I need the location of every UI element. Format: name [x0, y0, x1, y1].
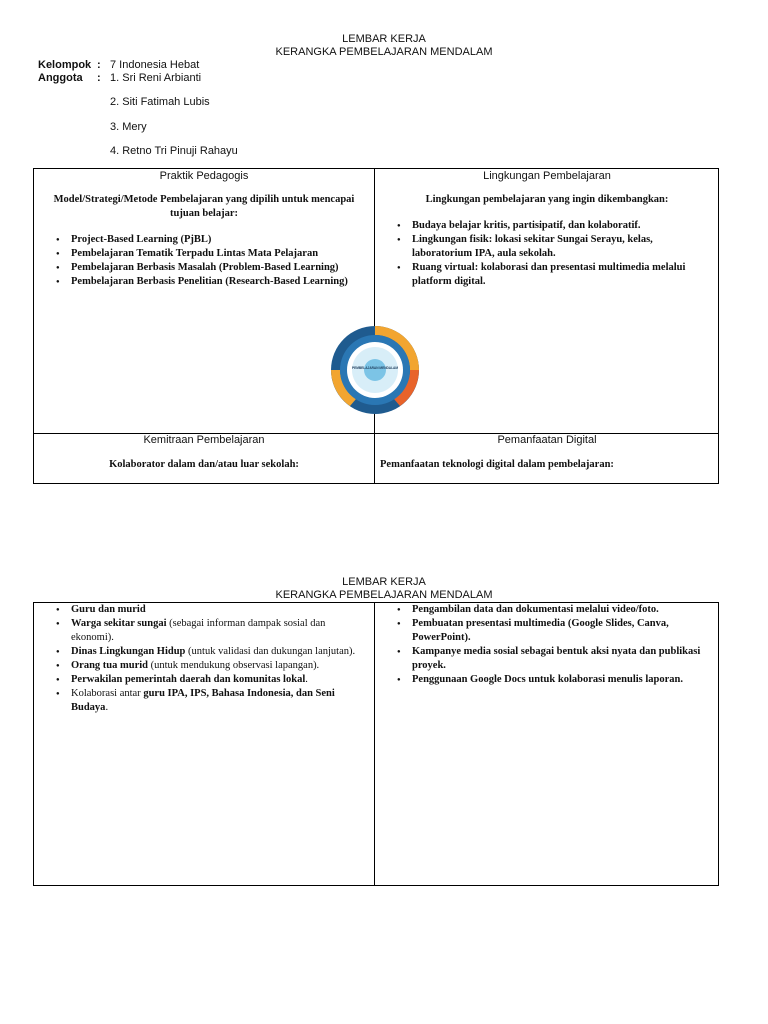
lingkungan-header: Lingkungan Pembelajaran: [483, 170, 611, 182]
list-item: ● Perwakilan pemerintah daerah dan komunitas lokal.: [34, 673, 368, 687]
list-item: ● Orang tua murid (untuk mendukung observasi lapangan).: [34, 659, 368, 673]
cell-kemitraan-pembelajaran: [34, 434, 374, 484]
digital-header: Pemanfaatan Digital: [497, 434, 597, 446]
list-item: ● Budaya belajar kritis, partisipatif, dan kolaboratif.: [375, 219, 703, 233]
praktik-list: [34, 233, 370, 289]
continuation-table: [33, 602, 719, 886]
lingkungan-list: [375, 219, 703, 289]
lingkungan-intro: Lingkungan pembelajaran yang ingin dikembangkan:: [425, 194, 669, 205]
cell-kemitraan-continued: [34, 603, 374, 885]
list-item: ● Kampanye media sosial sebagai bentuk aksi nyata dan publikasi proyek.: [375, 645, 715, 673]
list-item: ● Pembelajaran Tematik Terpadu Lintas Mata Pelajaran: [34, 247, 370, 261]
page2-title-line2: KERANGKA PEMBELAJARAN MENDALAM: [275, 589, 493, 601]
digital-list: [375, 603, 715, 687]
member-1: 1. Sri Reni Arbianti: [110, 72, 202, 84]
cell-lingkungan-pembelajaran: [375, 169, 719, 433]
list-item: ● Project-Based Learning (PjBL): [34, 233, 370, 247]
praktik-header: Praktik Pedagogis: [159, 170, 249, 182]
logo-center-text: PEMBELAJARAN MENDALAM: [351, 366, 399, 370]
list-item: ● Warga sekitar sungai (sebagai informan dampak sosial dan ekonomi).: [34, 617, 368, 645]
kemitraan-intro: Kolaborator dalam dan/atau luar sekolah:: [109, 459, 299, 470]
list-item: ● Kolaborasi antar guru IPA, IPS, Bahasa Indonesia, dan Seni Budaya.: [34, 687, 368, 715]
cell-praktik-pedagogis: [34, 169, 399, 433]
kelompok-value: 7 Indonesia Hebat: [110, 59, 200, 71]
page2-title-line1: LEMBAR KERJA: [342, 576, 426, 588]
member-4: 4. Retno Tri Pinuji Rahayu: [110, 145, 238, 157]
member-2: 2. Siti Fatimah Lubis: [110, 96, 210, 108]
list-item: ● Pengambilan data dan dokumentasi melalui video/foto.: [375, 603, 715, 617]
list-item: ● Ruang virtual: kolaborasi dan presentasi multimedia melalui platform digital.: [375, 261, 703, 289]
digital-intro: Pemanfaatan teknologi digital dalam pembelajaran:: [380, 459, 614, 470]
page1-title-line1: LEMBAR KERJA: [342, 33, 426, 45]
list-item: ● Penggunaan Google Docs untuk kolaborasi menulis laporan.: [375, 673, 715, 687]
list-item: ● Pembuatan presentasi multimedia (Google Slides, Canva, PowerPoint).: [375, 617, 715, 645]
list-item: ● Lingkungan fisik: lokasi sekitar Sungai Serayu, kelas, laboratorium IPA, aula sekolah.: [375, 233, 703, 261]
member-3: 3. Mery: [110, 121, 147, 133]
cell-digital-continued: [375, 603, 719, 885]
kemitraan-header: Kemitraan Pembelajaran: [143, 434, 265, 446]
kemitraan-list: [34, 603, 368, 715]
list-item: ● Dinas Lingkungan Hidup (untuk validasi dan dukungan lanjutan).: [34, 645, 368, 659]
anggota-label: Anggota :: [38, 72, 101, 84]
cell-pemanfaatan-digital: [375, 434, 719, 484]
kelompok-label: Kelompok :: [38, 59, 101, 71]
list-item: ● Pembelajaran Berbasis Penelitian (Research-Based Learning): [34, 275, 370, 289]
list-item: ● Guru dan murid: [34, 603, 368, 617]
framework-table: [33, 168, 719, 484]
praktik-intro: Model/Strategi/Metode Pembelajaran yang dipilih untuk mencapai tujuan belajar:: [53, 194, 355, 219]
list-item: ● Pembelajaran Berbasis Masalah (Problem-Based Learning): [34, 261, 370, 275]
page1-title-line2: KERANGKA PEMBELAJARAN MENDALAM: [275, 46, 493, 58]
